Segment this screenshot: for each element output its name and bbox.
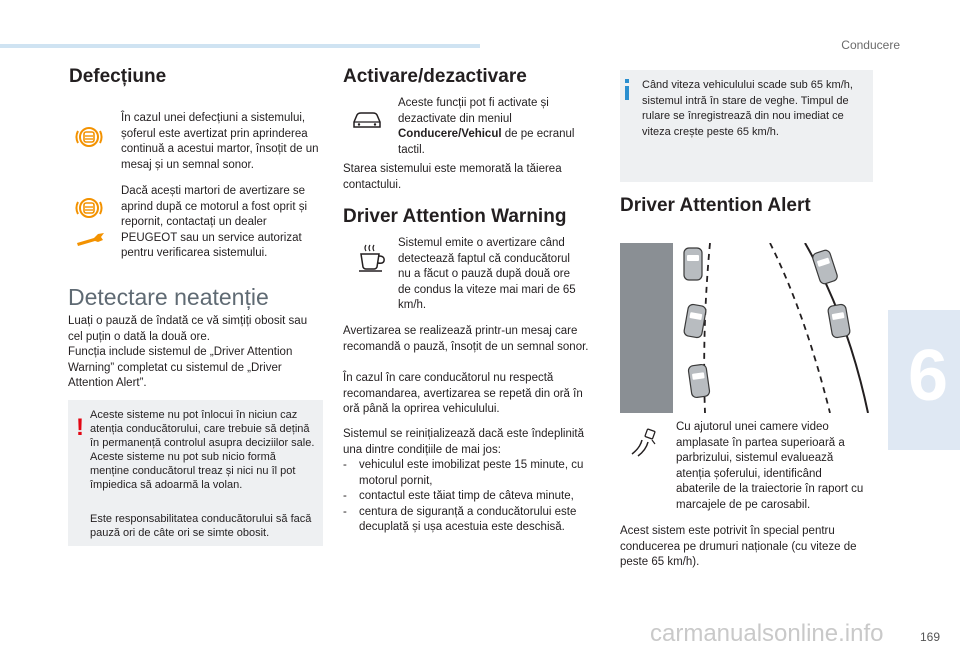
reset-conditions-list	[343, 458, 598, 536]
list-item: - centura de siguranță a conducătorului este decuplată și ușa acestuia este deschisă.	[343, 505, 598, 536]
daa-paragraph-2: Acest sistem este potrivit în special pentru conducerea pe drumuri naționale (cu viteze de peste 65 km/h).	[620, 525, 857, 568]
activation-text-a: Aceste funcții pot fi activate și dezactivate din meniul	[398, 97, 549, 125]
daw-paragraph-3: În cazul în care conducătorul nu respectă recomandarea, avertizarea se repetă din oră în oră până la oprirea vehiculului.	[343, 372, 583, 415]
wrench-icon	[74, 231, 106, 249]
chapter-number: 6	[907, 336, 949, 416]
info-note-box	[620, 70, 873, 182]
warning-note-text: Aceste sisteme nu pot înlocui în niciun caz atenția conducătorului, care trebuie să dețină în permanență controlul asupra deciziilor sale. Aceste sisteme nu pot sub nicio formă menține conducătorul treaz și nici nu îl pot împiedica să adoarmă la volan.	[90, 409, 315, 491]
defect-paragraph-2: Dacă acești martori de avertizare se aprind după ce motorul a fost oprit și repornit, contactați un dealer PEUGEOT sau un service autorizat pentru verificarea sistemului.	[121, 185, 308, 259]
lane-camera-icon	[628, 428, 658, 458]
detect-title: Detectare neatenție	[68, 284, 269, 310]
daa-paragraph-1: Cu ajutorul unei camere video amplasate în partea superioară a parbrizului, sistemul evaluează atenția șoferului, identificând abaterile de la traiectorie în raport cu marcajele de pe carosabil.	[676, 421, 864, 511]
warning-exclamation-icon: !	[76, 414, 84, 441]
warning-note-box	[68, 400, 323, 546]
coffee-cup-icon	[356, 243, 388, 273]
list-item: - contactul este tăiat timp de câteva minute,	[343, 489, 598, 505]
seatbelt-warning-icon	[74, 122, 104, 152]
page-number: 169	[920, 630, 941, 644]
list-item-text: vehiculul este imobilizat peste 15 minute, cu motorul pornit,	[359, 459, 584, 487]
list-item: - vehiculul este imobilizat peste 15 minute, cu motorul pornit,	[343, 458, 598, 489]
defect-paragraph-1: În cazul unei defecțiuni a sistemului, șoferul este avertizat prin aprinderea continuă a acestui martor, însoțit de un mesaj și un semnal sonor.	[121, 112, 319, 171]
seatbelt-warning-icon-2	[74, 193, 104, 223]
warning-note-text-2: Este responsabilitatea conducătorului să facă pauză ori de câte ori se simte obosit.	[90, 513, 312, 539]
info-icon	[625, 86, 629, 100]
activation-paragraph-1	[398, 96, 588, 158]
activation-title: Activare/dezactivare	[343, 66, 527, 87]
header-bar	[0, 44, 480, 48]
activation-paragraph-2: Starea sistemului este memorată la tăierea contactului.	[343, 163, 562, 191]
detect-paragraph-2: Funcția include sistemul de „Driver Attention Warning” completat cu sistemul de „Driver Attention Alert”.	[68, 346, 293, 389]
list-item-text: contactul este tăiat timp de câteva minute,	[359, 490, 574, 502]
daw-title: Driver Attention Warning	[343, 206, 567, 227]
menu-driving: Conducere	[398, 128, 459, 140]
detect-paragraph-1: Luați o pauză de îndată ce vă simțiți obosit sau cel puțin o dată la două ore.	[68, 315, 308, 343]
section-label: Conducere	[841, 38, 900, 52]
list-item-text: centura de siguranță a conducătorului este decuplată și ușa acestuia este deschisă.	[359, 505, 577, 533]
watermark: carmanualsonline.info	[650, 620, 884, 647]
defect-title: Defecțiune	[69, 66, 167, 87]
car-settings-icon	[350, 107, 384, 131]
daa-title: Driver Attention Alert	[620, 195, 811, 216]
daw-paragraph-1: Sistemul emite o avertizare când detectează faptul că conducătorul nu a făcut o pauză după două ore de condus la viteze mai mari de 65 km/h.	[398, 237, 576, 311]
menu-vehicle: Vehicul	[461, 128, 502, 140]
daw-paragraph-4: Sistemul se reinițializează dacă este îndeplinită una dintre condițiile de mai jos:	[343, 428, 584, 456]
activation-text-e: de pe ecranul tactil.	[398, 128, 575, 156]
info-note-text: Când viteza vehiculului scade sub 65 km/h, sistemul intră în stare de veghe. Timpul de rulare se înregistrează din nou imediat ce viteza crește peste 65 km/h.	[642, 79, 853, 138]
info-icon-dot	[625, 79, 629, 83]
menu-separator: /	[458, 128, 462, 140]
daw-paragraph-2: Avertizarea se realizează printr-un mesaj care recomandă o pauză, însoțit de un semnal sonor.	[343, 325, 589, 353]
lane-drift-illustration	[620, 243, 873, 413]
